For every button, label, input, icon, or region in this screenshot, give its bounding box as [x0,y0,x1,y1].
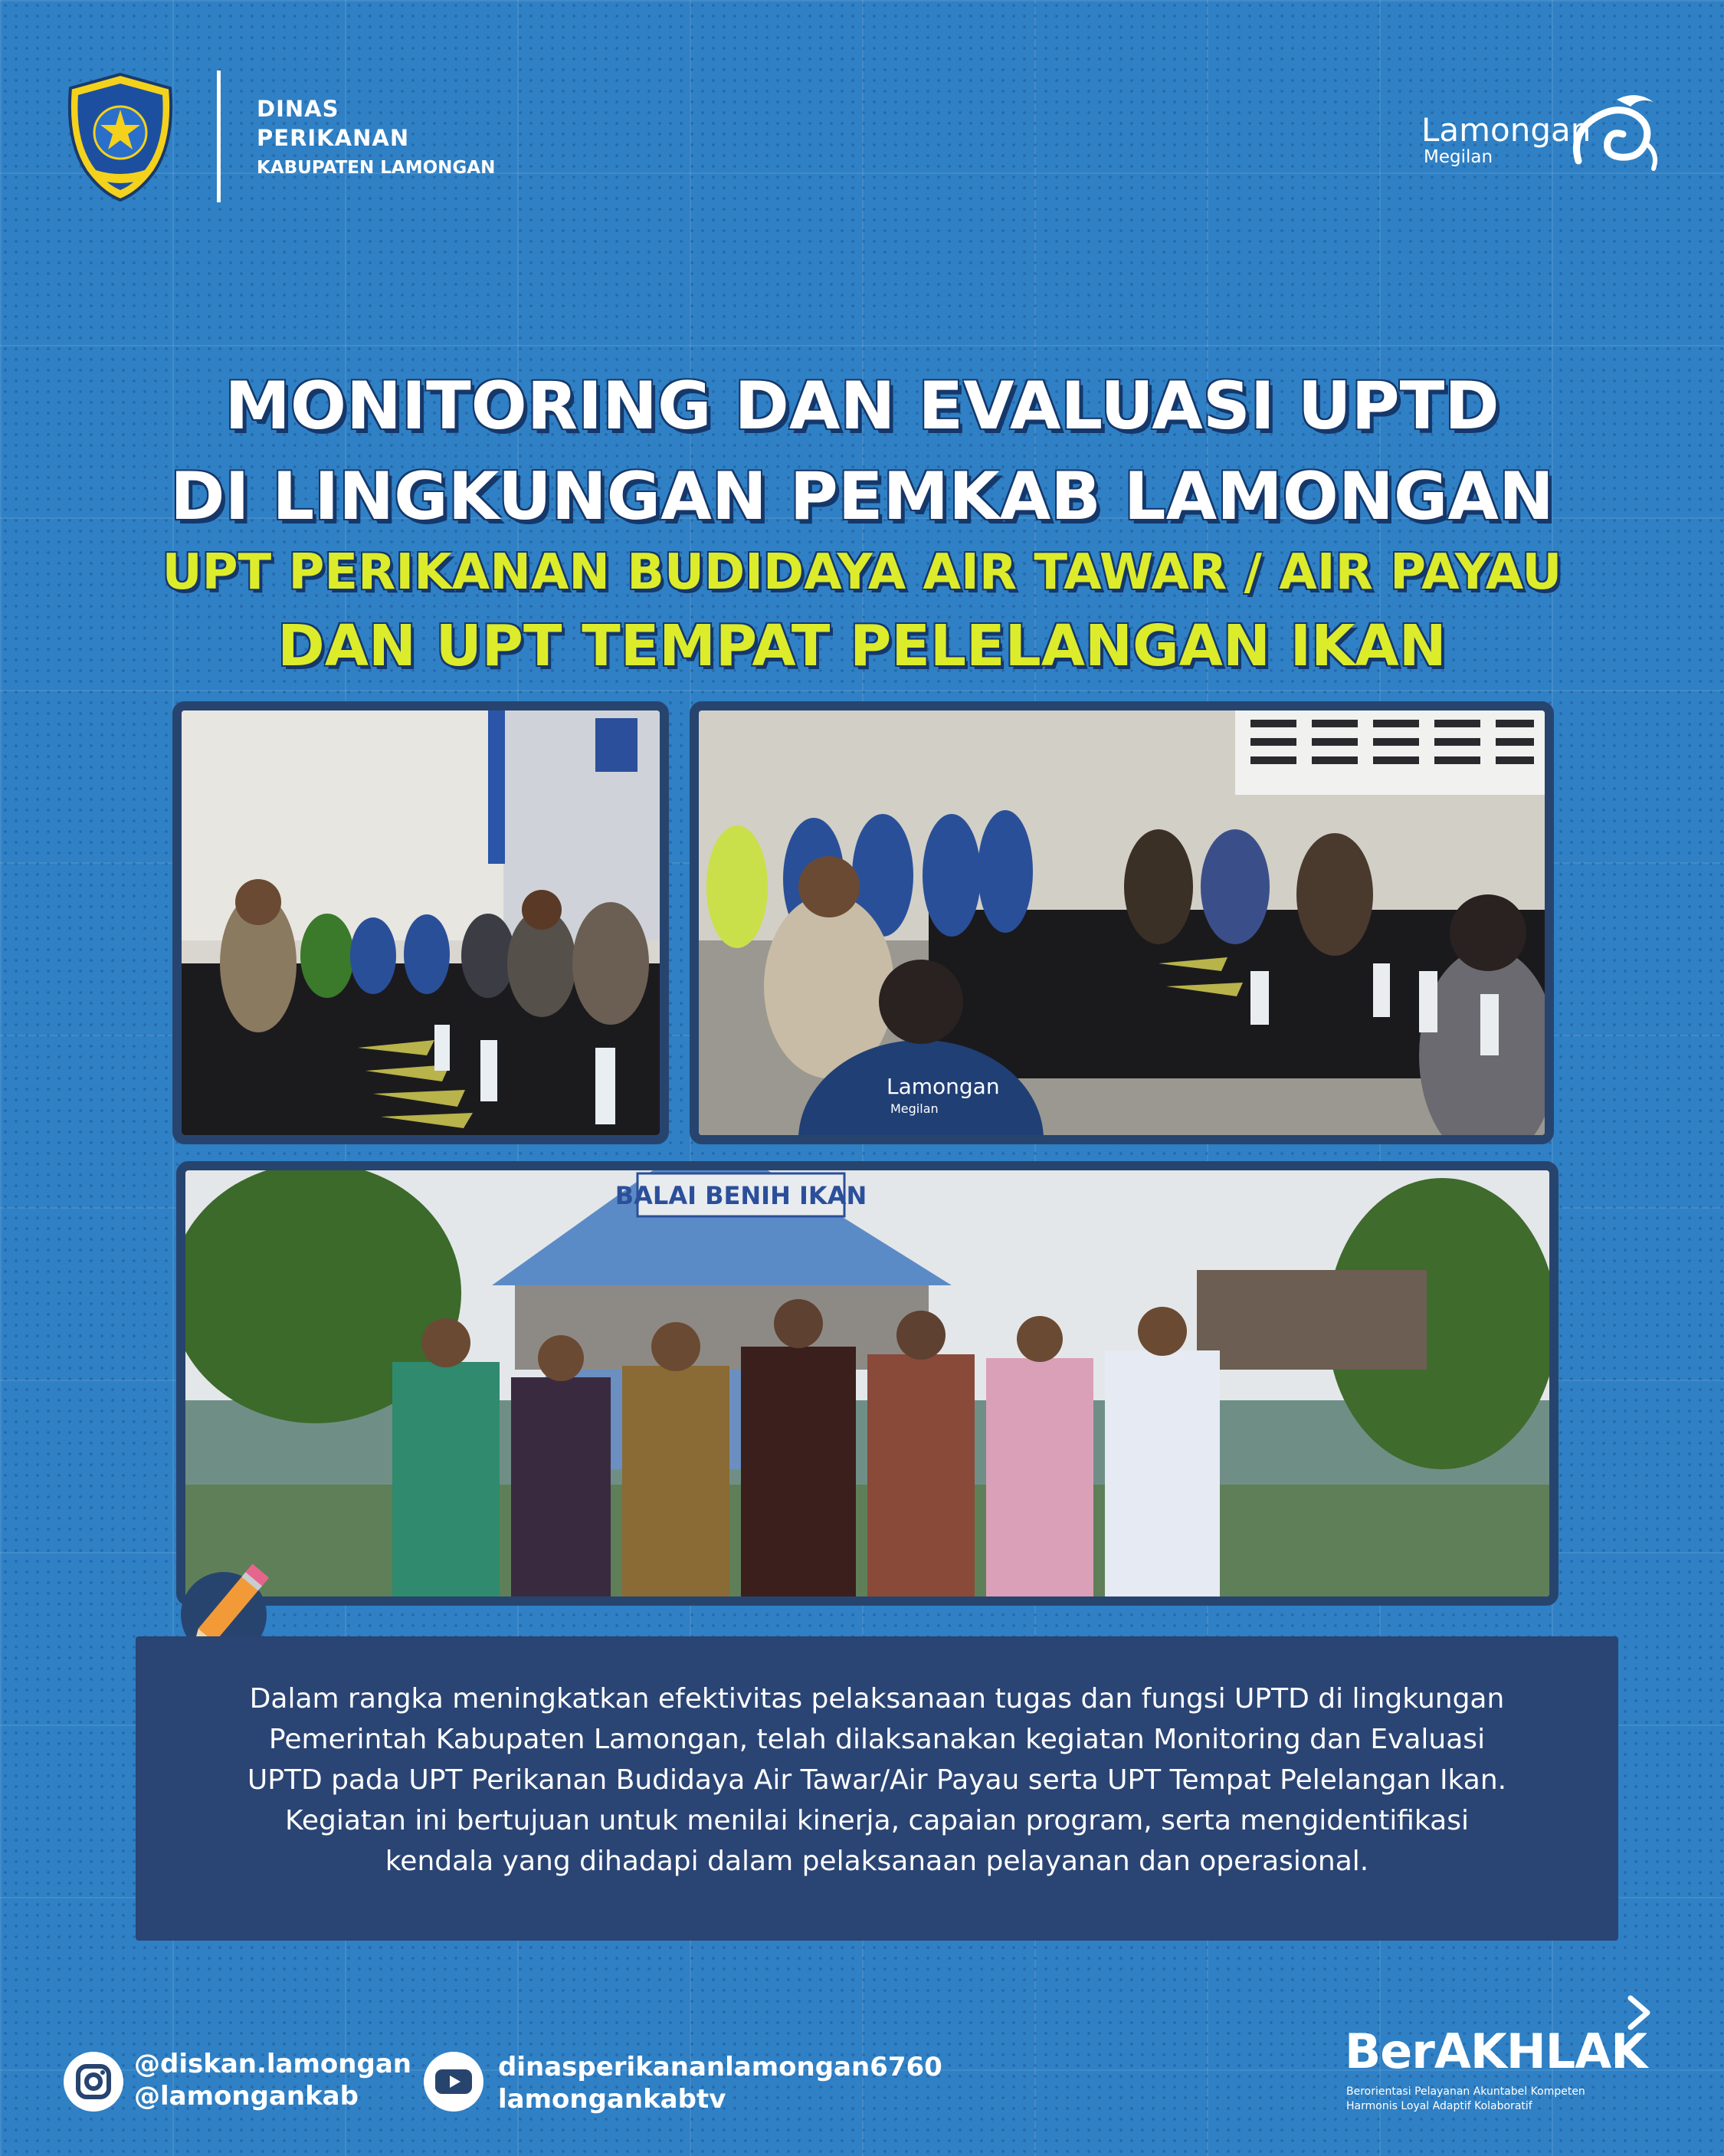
agency-name-line3: KABUPATEN LAMONGAN [257,158,496,178]
subtitle-line2: DAN UPT TEMPAT PELELANGAN IKAN [277,613,1447,679]
main-title-line2: DI LINGKUNGAN PEMKAB LAMONGAN [170,458,1554,535]
agency-name-line2: PERIKANAN [257,125,410,151]
main-title-line1: MONITORING DAN EVALUASI UPTD [225,368,1499,445]
wave-fish-icon [1563,88,1663,176]
brand-logo-word: Lamongan [1421,111,1591,149]
agency-name-line1: DINAS [257,96,339,122]
description-text: Dalam rangka meningkatkan efektivitas pelaksanaan tugas dan fungsi UPTD di lingkungan Pemerintah Kabupaten Lamongan, telah dilaksanakan kegiatan Monitoring dan Evaluasi UPTD pada UPT Perikanan Budidaya Air Tawar/Air Payau serta UPT Tempat Pelelangan Ikan. Kegiatan ini bertujuan untuk menilai kinerja, capaian program, serta mengidentifikasi kendala yang dihadapi dalam pelaksanaan pelayanan dan operasional. [247,1683,1507,1877]
lamongan-regency-crest-icon [63,71,178,203]
photo-group-outdoor [176,1161,1558,1606]
brand-logo-subword: Megilan [1424,147,1493,167]
header-divider [217,71,221,202]
instagram-handle-2[interactable]: @lamongankab [134,2081,359,2112]
instagram-handle-1[interactable]: @diskan.lamongan [134,2049,411,2079]
subtitle-line1: UPT PERIKANAN BUDIDAYA AIR TAWAR / AIR PAYAU [162,544,1562,601]
berakhlak-logo-word: BerAKHLAK [1345,2023,1647,2079]
youtube-handle-2[interactable]: lamongankabtv [498,2084,726,2115]
berakhlak-tagline-1: Berorientasi Pelayanan Akuntabel Kompeten [1346,2085,1585,2098]
youtube-icon[interactable] [424,2052,483,2112]
photo-building-sign: BALAI BENIH IKAN [615,1181,867,1210]
instagram-icon[interactable] [64,2052,123,2112]
berakhlak-tagline-2: Harmonis Loyal Adaptif Kolaboratif [1346,2100,1532,2112]
photo-shirt-logo-word: Lamongan [887,1074,1000,1099]
photo-shirt-logo-subword: Megilan [890,1101,939,1116]
photo-meeting-right [690,701,1554,1144]
description-panel [136,1636,1618,1941]
photo-meeting-left [172,701,669,1144]
youtube-handle-1[interactable]: dinasperikananlamongan6760 [498,2052,942,2082]
